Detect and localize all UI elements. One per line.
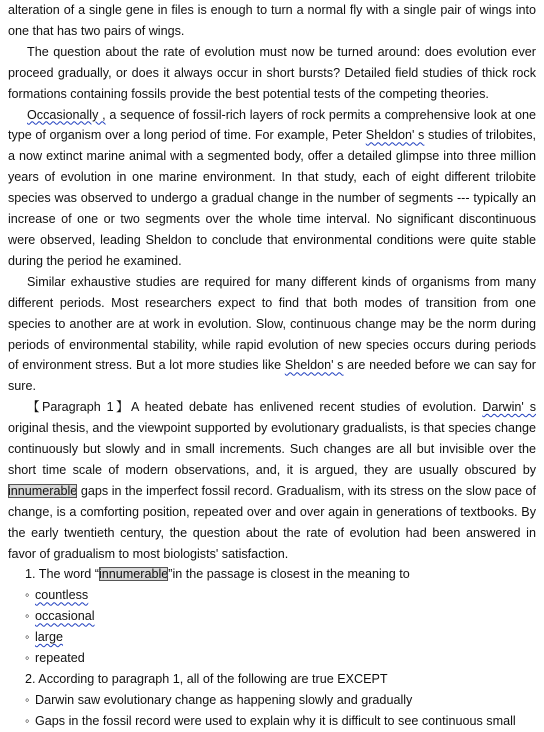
text-run: original thesis, and the viewpoint supported by evolutionary gradualists, is that species change continuously but slowly and in small increments. Such changes are all but invisible over the short time scale of modern observations, and, it is argued, they are usually obscured by <box>8 421 536 477</box>
text-run: ”in the passage is closest in the meaning to <box>168 567 410 582</box>
passage <box>8 0 536 564</box>
spellcheck-underlined-word: Sheldon' s <box>365 128 425 143</box>
text-run: 1. The word “ <box>25 567 99 582</box>
document-page <box>8 0 536 732</box>
radio-circle-icon[interactable]: ◦ <box>25 692 30 707</box>
text-run: are needed before we can say for sure. <box>8 358 536 394</box>
answer-option[interactable] <box>25 585 536 606</box>
answer-option[interactable] <box>25 606 536 627</box>
text-run: a sequence of fossil-rich layers of rock permits a comprehensive look at one type of organism over a long period of time. For example, Peter <box>8 107 536 143</box>
answer-option[interactable] <box>25 648 536 669</box>
radio-circle-icon[interactable]: ◦ <box>25 588 30 603</box>
text-run: 【Paragraph 1】A heated debate has enlivened recent studies of evolution. <box>27 400 483 415</box>
paragraph <box>8 397 536 564</box>
answer-option[interactable] <box>25 627 536 648</box>
answer-option[interactable] <box>25 690 536 711</box>
spellcheck-underlined-word: Darwin' s <box>482 400 537 415</box>
question-stem <box>25 564 536 585</box>
answer-option-label: countless <box>35 588 89 603</box>
radio-circle-icon[interactable]: ◦ <box>25 713 30 728</box>
paragraph <box>8 42 536 105</box>
highlighted-word: innumerable <box>98 567 169 582</box>
answer-option[interactable] <box>25 711 536 732</box>
spellcheck-underlined-word: Occasionally , <box>27 107 106 122</box>
answer-option-label: Gaps in the fossil record were used to explain why it is difficult to see continuous small <box>35 713 516 728</box>
text-run: gaps in the imperfect fossil record. Gradualism, with its stress on the slow pace of change, is a comforting position, repeated over and over again in generations of textbooks. By the early twentieth century, the question about the rate of evolution had been answered in favor of gradualism to most biologists' satisfaction. <box>8 483 536 561</box>
radio-circle-icon[interactable]: ◦ <box>25 630 30 645</box>
answer-option-label: large <box>35 630 64 645</box>
text-run: The question about the rate of evolution must now be turned around: does evolution ever proceed gradually, or does it always occur in short bursts? Detailed field studies of thick rock formations containing fossils provide the best potential tests of the competing theories. <box>8 44 536 101</box>
paragraph <box>8 105 536 272</box>
text-run: 2. According to paragraph 1, all of the following are true EXCEPT <box>25 672 388 686</box>
answer-option-label: Darwin saw evolutionary change as happening slowly and gradually <box>35 692 413 707</box>
text-run: Similar exhaustive studies are required for many different kinds of organisms from many different periods. Most researchers expect to find that both modes of transition from one species to another are at work in evolution. Slow, continuous change may be the norm during periods of environmental stability, while rapid evolution of new species occurs during periods of environment stress. But a lot more studies like <box>8 274 536 373</box>
question-stem <box>25 669 536 690</box>
question-list <box>8 564 536 731</box>
radio-circle-icon[interactable]: ◦ <box>25 609 30 624</box>
answer-option-label: repeated <box>35 651 85 666</box>
highlighted-word: innumerable <box>8 483 78 498</box>
text-run: studies of trilobites, a now extinct marine animal with a segmented body, offer a detailed glimpse into three million years of evolution in one marine environment. In that study, each of eight different trilobite species was observed to undergo a gradual change in the number of segments --- typically an increase of one or two segments over the whole time interval. No significant discontinuous were observed, leading Sheldon to conclude that environmental conditions were quite stable during the period he examined. <box>8 128 537 268</box>
text-run: alteration of a single gene in files is enough to turn a normal fly with a single pair of wings into one that has two pairs of wings. <box>8 3 536 38</box>
answer-option-label: occasional <box>35 609 95 624</box>
paragraph <box>8 0 536 42</box>
radio-circle-icon[interactable]: ◦ <box>25 651 30 666</box>
paragraph <box>8 272 536 397</box>
spellcheck-underlined-word: Sheldon' s <box>284 358 344 373</box>
